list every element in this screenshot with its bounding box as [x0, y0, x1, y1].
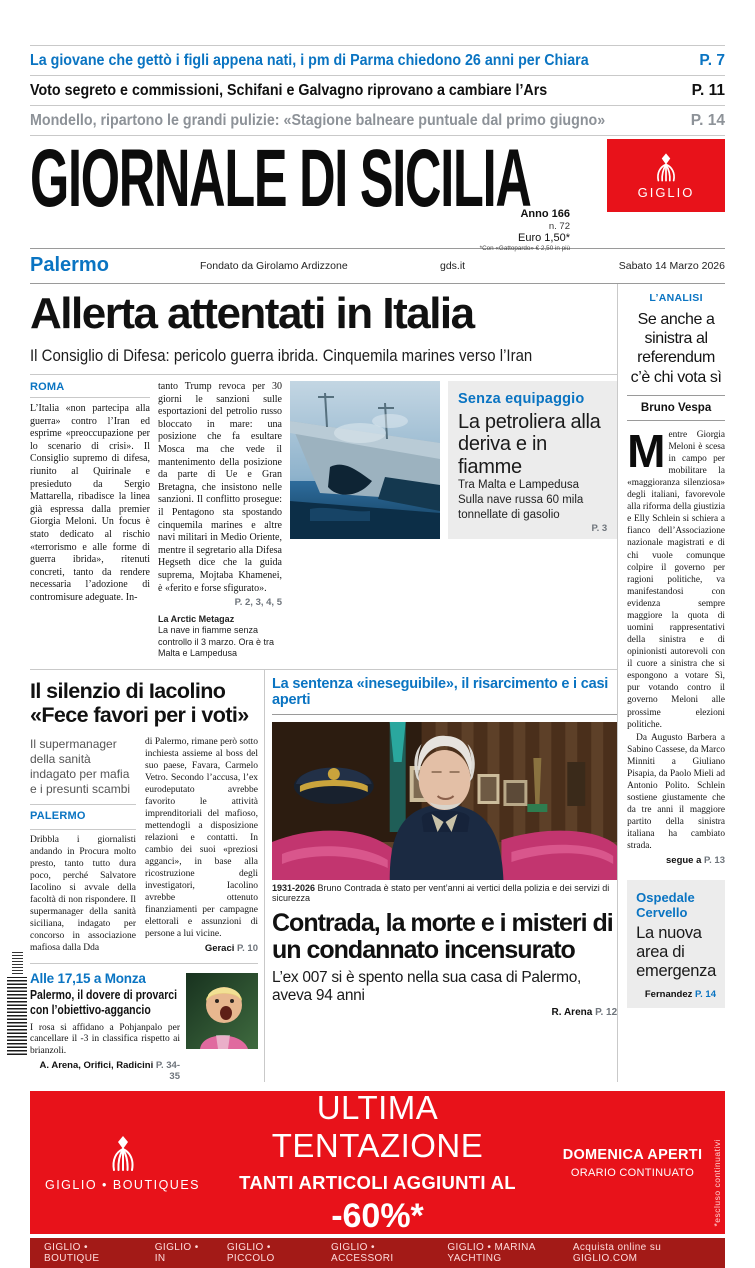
- founded-by: Fondato da Girolamo Ardizzone: [200, 259, 348, 272]
- teaser-row: [30, 106, 725, 136]
- iacolino-right-column: [145, 737, 258, 955]
- barcode-top-segment: [12, 950, 23, 974]
- ad-subtitle: TANTI ARTICOLI AGGIUNTI AL: [239, 1172, 516, 1194]
- teaser-page-ref: P. 14: [690, 112, 725, 129]
- website-url: gds.it: [440, 259, 466, 272]
- issue-price: Euro 1,50*: [518, 232, 570, 245]
- monza-text: [30, 971, 180, 1082]
- rule: [30, 804, 136, 805]
- contrada-story: [264, 670, 617, 1082]
- rule: [627, 420, 725, 421]
- lead-body-1: L’Italia «non partecipa alla guerra» contro l’Iran ed esprime «preoccupazione per lo scenario di crisi». Il Consiglio supremo di difesa, riunito al Quirinale e presieduto da Sergio Mattarella, ribadisce la linea già espressa dalla premier Giorgia Meloni. Un focus è stato dedicato al rischio «terrorismo e alle forme di guerra ibrida», ritenuti concreti, tanto da rendere necessaria l’adozione di contromisure adeguate. In-: [30, 403, 150, 603]
- contrada-kicker: La sentenza «ineseguibile», il risarcimento e i casi aperti: [272, 676, 617, 715]
- monza-kicker: Alle 17,15 a Monza: [30, 971, 146, 987]
- top-teasers: [30, 45, 725, 136]
- burning-tanker-photo: [290, 381, 440, 539]
- iacolino-body-2: di Palermo, rimane però sotto inchiesta assieme al boss del suo paese, Favara, Carmelo Vetro. Secondo l’accusa, l’ex eurodeputato avrebbe favorito le attività imprenditoriali del mafioso, mettendogli a disposizione relazioni e contatti. In cambio dei suoi «preziosi agganci», in base alla ricostruzione degli investigatori, Iacolino avrebbe ottenuto finanziamenti per campagne elettorali e assunzioni di persone a lui vicine.: [145, 737, 258, 939]
- ad-title: ULTIMA TENTAZIONE: [271, 1089, 484, 1165]
- giglio-lily-icon: [103, 1134, 143, 1172]
- page-ref: P. 14: [695, 989, 716, 1001]
- issue-year: Anno 166: [520, 208, 570, 220]
- iacolino-body-1: Dribbla i giornalisti andando in Procura molto presto, tanto tutto dura poco, perché Salvatore Iacolino si avvale della facoltà di non rispondere. Il supermanager della sanità siciliana, indagato per concorso in associazione mafiosa dalla Dda: [30, 835, 136, 954]
- contrada-dek: L’ex 007 si è spento nella sua casa di Palermo, aveva 94 anni: [272, 969, 582, 1005]
- middle-row: [30, 670, 617, 1082]
- store-item: GIGLIO • ACCESSORI: [331, 1242, 394, 1265]
- store-item: GIGLIO • IN: [154, 1242, 199, 1265]
- box-kicker: Senza equipaggio: [458, 391, 585, 407]
- giglio-lily-icon: [649, 151, 683, 183]
- ad-brand-text: GIGLIO • BOUTIQUES: [44, 1177, 200, 1192]
- lead-subhead: Il Consiglio di Difesa: pericolo guerra ibrida. Cinquemila marines verso l’Iran: [30, 346, 533, 365]
- monza-headline: Palermo, il dovere di provarci con l’obiettivo-aggancio: [30, 988, 178, 1017]
- content-area: [30, 284, 725, 1082]
- issue-date: Sabato 14 Marzo 2026: [618, 259, 725, 272]
- monza-dek: I rosa si affidano a Pohjanpalo per cancellare il -3 in classifica rispetto ai brianzoli.: [30, 1022, 180, 1057]
- ad-hours: ORARIO CONTINUATO: [570, 1166, 695, 1179]
- teaser-page-ref: P. 11: [691, 82, 725, 99]
- giglio-store-bar: [30, 1238, 725, 1268]
- contrada-byline: [272, 1007, 617, 1018]
- store-list: [44, 1242, 573, 1264]
- ad-brand-block: [30, 1134, 215, 1192]
- iacolino-columns: [30, 737, 258, 955]
- lead-headline: Allerta attentati in Italia: [30, 289, 474, 338]
- teaser-row: [30, 76, 725, 106]
- page-ref: P. 10: [237, 942, 258, 954]
- contrada-photo: [272, 722, 617, 880]
- caption-title: La Arctic Metagaz: [158, 614, 235, 625]
- iacolino-kicker: PALERMO: [30, 810, 86, 823]
- issue-number: n. 72: [548, 220, 570, 232]
- monza-story: [30, 963, 258, 1082]
- tanker-sidebar-box: [448, 381, 617, 539]
- contrada-headline: Contrada, la morte e i misteri di un condannato incensurato: [272, 909, 613, 964]
- issue-info: [480, 208, 570, 253]
- page-ref: P. 34-35: [155, 1060, 180, 1083]
- store-item: GIGLIO • BOUTIQUE: [44, 1242, 100, 1265]
- cervello-kicker: Ospedale Cervello: [636, 890, 695, 921]
- caption-years: 1931-2026: [272, 883, 316, 894]
- iacolino-headline: Il silenzio di Iacolino «Fece favori per i voti»: [30, 679, 249, 727]
- edition-city: Palermo: [30, 254, 109, 276]
- iacolino-story: [30, 670, 258, 1082]
- barcode: [7, 977, 27, 1055]
- box-headline: La petroliera alla deriva e in fiamme: [458, 411, 601, 478]
- lead-column-2: [158, 381, 282, 659]
- page-ref: P. 13: [704, 855, 725, 867]
- ad-opening-hours: [540, 1147, 725, 1179]
- giglio-logo-box: [607, 139, 725, 212]
- byline-name: R. Arena: [551, 1007, 593, 1019]
- lead-column-1: [30, 381, 150, 659]
- cervello-headline: La nuova area di emergenza: [636, 924, 717, 981]
- lead-story: [30, 289, 617, 659]
- contrada-caption: [272, 883, 617, 903]
- drop-cap: M: [627, 424, 666, 477]
- price-note: *Con «Gattopardo» € 2,50 in più: [479, 245, 570, 253]
- iacolino-byline: [145, 943, 258, 954]
- ad-discount: -60%*: [331, 1197, 424, 1236]
- online-store-text: Acquista online su GIGLIO.COM: [572, 1242, 662, 1265]
- teaser-headline: Voto segreto e commissioni, Schifani e Galvagno riprovano a cambiare l’Ars: [30, 82, 548, 99]
- newspaper-front-page: [0, 45, 755, 1265]
- analysis-body: [627, 424, 725, 853]
- ad-disclaimer: *escluso continuativi: [712, 1138, 722, 1227]
- teaser-headline: Mondello, ripartono le grandi pulizie: «Stagione balneare puntuale dal primo giugno»: [30, 112, 606, 129]
- rule: [30, 829, 136, 830]
- ship-photo-caption: [158, 608, 282, 659]
- teaser-page-ref: P. 7: [699, 52, 725, 69]
- lead-kicker: ROMA: [30, 381, 150, 398]
- main-column: [30, 284, 617, 1082]
- box-dek: Tra Malta e Lampedusa Sulla nave russa 60 mila tonnellate di gasolio: [458, 479, 584, 522]
- box-page-ref: P. 3: [591, 522, 608, 534]
- cervello-byline: [636, 989, 716, 1000]
- newspaper-title: GIORNALE DI SICILIA: [30, 133, 531, 224]
- dateline: [30, 248, 725, 284]
- caption-text: La nave in fiamme senza controllo il 3 marzo. Ora è tra Malta e Lampedusa: [158, 625, 275, 658]
- byline-name: Geraci: [204, 942, 235, 954]
- pohjanpalo-photo: [186, 973, 258, 1049]
- analysis-headline: Se anche a sinistra al referendum c’è chi vota sì: [630, 311, 722, 386]
- monza-byline: [30, 1060, 180, 1082]
- store-item: GIGLIO • MARINA YACHTING: [447, 1242, 536, 1265]
- analysis-byline: Bruno Vespa: [640, 401, 712, 414]
- page-ref: P. 12: [595, 1007, 618, 1019]
- ad-open-sunday: DOMENICA APERTI: [562, 1146, 703, 1163]
- lead-body-2: tanto Trump revoca per 30 giorni le sanzioni sulle esportazioni del petrolio russo bloccato in mare: una posizione che fa esultare Mosca ma che vede il mantenimento della posizione da parte di Ue e Gran Bretagna, che insistono nelle sanzioni. Il conflitto prosegue: il Pentagono sta spostando cinquemila marines e altre navi militari in Medio Oriente, mentre il segretario alla Difesa Hegseth dice che la guida suprema, Mojtaba Khamenei, è «ferito e forse sfigurato».: [158, 381, 282, 594]
- masthead: [30, 133, 725, 253]
- iacolino-left-column: [30, 737, 136, 955]
- iacolino-dek: Il supermanager della sanità indagato per mafia e i presunti scambi: [30, 737, 131, 797]
- teaser-row: [30, 46, 725, 76]
- teaser-headline: La giovane che gettò i figli appena nati, i pm di Parma chiedono 26 anni per Chiara: [30, 52, 589, 69]
- store-item: GIGLIO • PICCOLO: [226, 1242, 275, 1265]
- byline-names: A. Arena, Orifici, Radicini: [39, 1060, 154, 1072]
- byline-name: Fernandez: [644, 989, 693, 1001]
- ad-message: [215, 1089, 540, 1236]
- caption-text: Bruno Contrada è stato per vent’anni ai vertici della polizia e dei servizi di sicurezza: [272, 883, 610, 904]
- lead-page-refs: P. 2, 3, 4, 5: [234, 597, 282, 609]
- analysis-continues: [627, 855, 725, 866]
- analysis-kicker: L’ANALISI: [649, 292, 703, 304]
- analysis-paragraph-1: entre Giorgia Meloni è scesa in campo per mobilitare la «maggioranza silenziosa» degli italiani, favorevole alla riforma della giustizia e Elly Schlein si schiera a fianco dell’Associazione nazionale magistrati e di chi vuole comunque colpire il governo per ragioni politiche, va manifestandosi con evidenza sempre maggiore la quota di uomini rappresentativi della sinistra e di opinionisti autorevoli con il cuore a sinistra che si espongono a votare Sì, pur votando contro il governo Meloni alle prossime elezioni politiche.: [627, 429, 725, 730]
- analysis-paragraph-2: Da Augusto Barbera a Sabino Cassese, da Marco Minniti a Giuliano Pisapia, da Paolo Mieli ad Antonio Polito. Schlein sostiene giustamente che da tre anni il maggiore partito della sinistra italiana ha cambiato strada.: [627, 732, 725, 852]
- continues-label: segue a: [666, 855, 705, 867]
- lead-columns: [30, 374, 617, 659]
- giglio-logo-text: GIGLIO: [637, 185, 695, 200]
- cervello-box: [627, 880, 725, 1008]
- analysis-sidebar: [617, 284, 725, 1082]
- giglio-ad-banner: [30, 1091, 725, 1234]
